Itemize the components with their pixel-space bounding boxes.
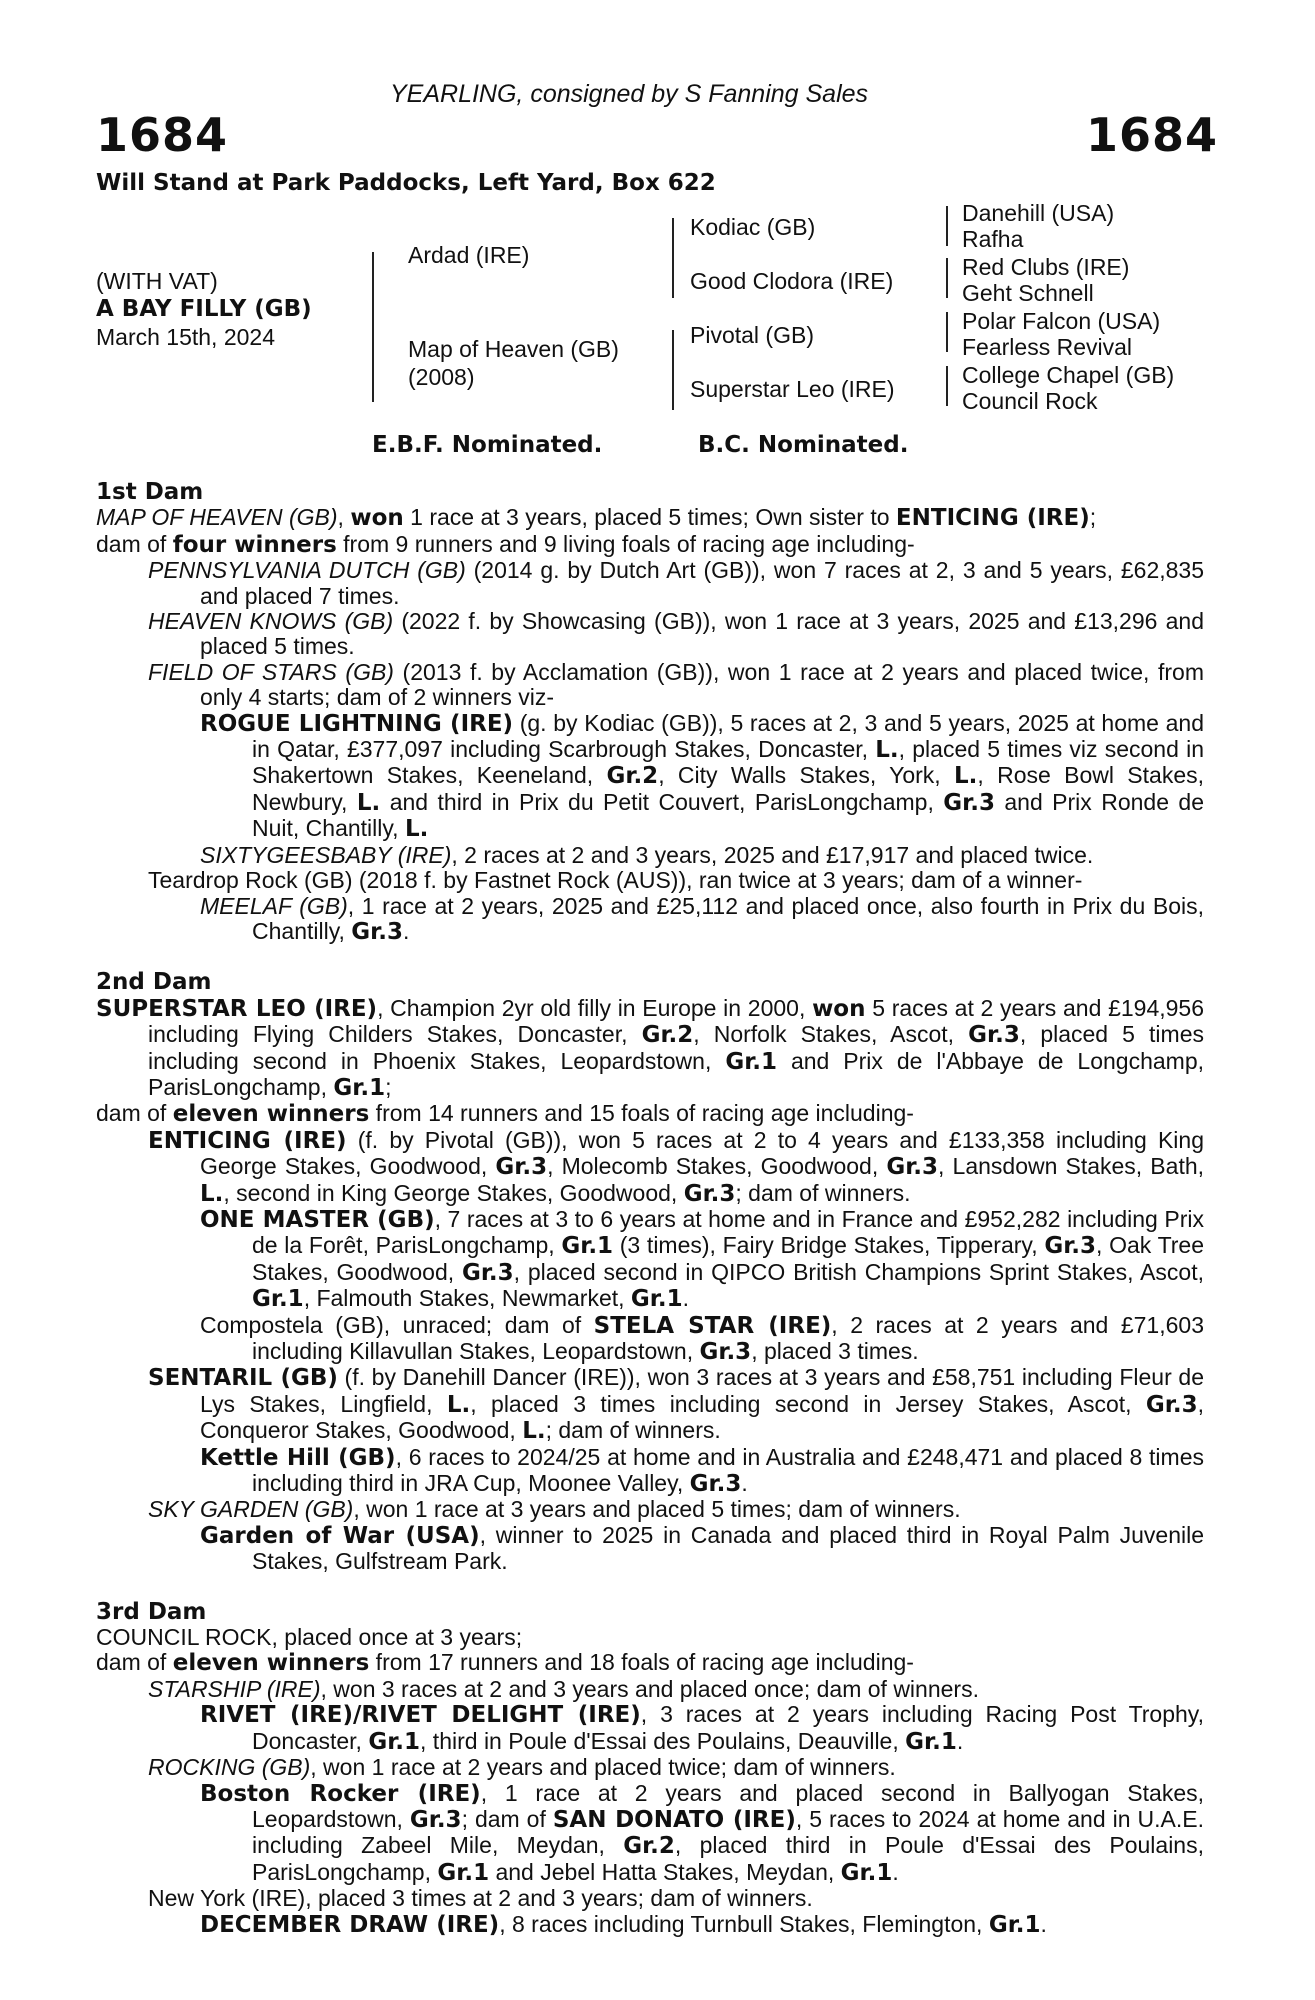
race-grade: Gr.1: [437, 1859, 490, 1886]
race-grade: Gr.3: [495, 1154, 548, 1181]
race-grade: Gr.1: [630, 1286, 683, 1313]
text: .: [1040, 1910, 1047, 1937]
text: 5 races at 2 years and £194,956 including Flying Childers Stakes, Doncaster,: [148, 994, 1204, 1048]
text: , placed 5 times viz second in Shakertown Stakes, Keeneland,: [252, 736, 1204, 789]
text: from 9 runners and 9 living foals of racing age including-: [336, 530, 915, 557]
produce-name: ONE MASTER (GB): [200, 1206, 435, 1233]
race-grade: Gr.1: [333, 1074, 386, 1101]
pedigree-brace-ss: [946, 206, 948, 246]
pedigree-brace-sd: [946, 258, 948, 298]
won-label: won: [812, 995, 866, 1022]
text: (g. by Kodiac (GB)), 5 races at 2, 3 and 5 years, 2025 at home and in Qatar, £377,097 including Scarbrough Stakes, Doncaster,: [252, 709, 1204, 763]
produce-entry: [200, 1912, 1204, 1938]
produce-entry: [200, 1445, 1204, 1498]
won-label: won: [350, 505, 404, 532]
race-grade: L.: [446, 1391, 471, 1418]
text: , Oak Tree Stakes, Goodwood,: [252, 1232, 1205, 1285]
text: from 17 runners and 18 foals of racing age including-: [369, 1649, 914, 1676]
race-grade: Gr.3: [461, 1259, 514, 1286]
produce-entry: [200, 843, 1204, 868]
pedigree-ddd: Council Rock: [962, 388, 1098, 414]
text: , 2 races at 2 and 3 years, 2025 and £17,917 and placed twice.: [451, 841, 1094, 868]
text: , placed 3 times including second in Jersey Stakes, Ascot,: [470, 1390, 1146, 1417]
race-grade: Gr.3: [351, 918, 403, 945]
pedigree-brace-dd: [946, 366, 948, 406]
race-grade: Gr.3: [943, 789, 995, 816]
race-grade: L.: [200, 1180, 224, 1207]
text: (2022 f. by Showcasing (GB)), won 1 race at 3 years, 2025 and £13,296 and placed 5 times.: [200, 608, 1204, 660]
produce-name: RIVET (IRE)/RIVET DELIGHT (IRE): [200, 1702, 641, 1729]
produce-entry: [200, 1781, 1204, 1887]
text: , Lansdown Stakes, Bath,: [938, 1153, 1205, 1180]
text: and Prix de l'Abbaye de Longchamp, ParisLongchamp,: [148, 1047, 1204, 1100]
produce-name: HEAVEN KNOWS (GB): [148, 608, 394, 635]
race-grade: Gr.3: [1044, 1233, 1096, 1260]
pedigree-dds: College Chapel (GB): [962, 362, 1175, 388]
produce-name: STARSHIP (IRE): [148, 1675, 321, 1702]
pedigree-dss: Polar Falcon (USA): [962, 308, 1161, 334]
pedigree-ss: Kodiac (GB): [690, 214, 816, 240]
text: .: [682, 1285, 689, 1312]
text: and Jebel Hatta Stakes, Meydan,: [489, 1858, 841, 1885]
text: dam of: [96, 1649, 173, 1676]
dam-name: MAP OF HEAVEN (GB): [96, 504, 338, 531]
text: , placed second in QIPCO British Champions Sprint Stakes, Ascot,: [513, 1258, 1204, 1285]
text: , City Walls Stakes, York,: [658, 762, 954, 789]
produce-name: Garden of War (USA): [200, 1522, 480, 1549]
text: (f. by Pivotal (GB)), won 5 races at 2 to 4 years and £133,358 including King George Stakes, Goodwood,: [200, 1126, 1204, 1180]
text: , placed third in Poule d'Essai des Poulains, ParisLongchamp,: [252, 1832, 1204, 1885]
pedigree-dd: Superstar Leo (IRE): [690, 376, 895, 402]
text: , Falmouth Stakes, Newmarket,: [303, 1285, 631, 1312]
produce-name: ROGUE LIGHTNING (IRE): [200, 710, 514, 737]
produce-entry: [148, 558, 1204, 609]
text: , won 3 races at 2 and 3 years and placed once; dam of winners.: [320, 1675, 979, 1702]
produce-name: SAN DONATO (IRE): [552, 1806, 796, 1833]
produce-entry: [148, 1128, 1204, 1207]
text: , 6 races to 2024/25 at home and in Australia and £248,471 and placed 8 times including third in JRA Cup, Moonee Valley,: [252, 1443, 1204, 1497]
race-grade: Gr.1: [252, 1286, 304, 1313]
text: , 1 race at 2 years and placed second in Ballyogan Stakes, Leopardstown,: [252, 1779, 1205, 1832]
text: .: [892, 1858, 899, 1885]
race-grade: L.: [356, 789, 381, 816]
horse-dob: March 15th, 2024: [96, 324, 276, 350]
text: (2013 f. by Acclamation (GB)), won 1 race at 2 years and placed twice, from only 4 starts; dam of 2 winners viz-: [200, 658, 1204, 711]
produce-name: Kettle Hill (GB): [200, 1444, 396, 1471]
race-grade: Gr.3: [683, 1180, 736, 1207]
winners-count: four winners: [172, 531, 337, 558]
pedigree-brace-main: [372, 252, 374, 402]
produce-entry: [200, 894, 1204, 946]
race-grade: Gr.1: [840, 1859, 893, 1886]
text: , won 1 race at 2 years and placed twice; dam of winners.: [310, 1754, 896, 1781]
text: Teardrop Rock (GB) (2018 f. by Fastnet Rock (AUS)), ran twice at 3 years; dam of a winner-: [148, 867, 1083, 894]
text: , Molecomb Stakes, Goodwood,: [547, 1153, 887, 1180]
produce-name: SKY GARDEN (GB): [148, 1496, 354, 1523]
produce-entry: [148, 1365, 1204, 1444]
text: (f. by Danehill Dancer (IRE)), won 3 races at 3 years and £58,751 including Fleur de Lys Stakes, Lingfield,: [200, 1364, 1204, 1417]
third-dam-line: COUNCIL ROCK, placed once at 3 years;: [96, 1624, 523, 1651]
pedigree-sdd: Geht Schnell: [962, 280, 1094, 306]
race-grade: Gr.1: [561, 1233, 614, 1260]
text: (3 times), Fairy Bridge Stakes, Tipperary,: [613, 1232, 1045, 1259]
vat-note: (WITH VAT): [96, 268, 218, 294]
text: , Champion 2yr old filly in Europe in 2000,: [377, 994, 813, 1021]
produce-name: DECEMBER DRAW (IRE): [200, 1911, 500, 1938]
race-grade: Gr.2: [623, 1833, 675, 1860]
race-grade: Gr.3: [886, 1154, 939, 1181]
produce-name: ENTICING (IRE): [148, 1127, 347, 1154]
text: Compostela (GB), unraced; dam of: [200, 1311, 594, 1338]
text: , 1 race at 2 years, 2025 and £25,112 and placed once, also fourth in Prix du Bois, Chantilly,: [252, 892, 1204, 944]
text: , Conqueror Stakes, Goodwood,: [200, 1390, 1204, 1444]
text: .: [956, 1727, 964, 1754]
race-grade: Gr.1: [368, 1728, 421, 1755]
race-grade: Gr.3: [1145, 1391, 1198, 1418]
text: 1 race at 3 years, placed 5 times; Own sister to: [403, 504, 896, 531]
text: ; dam of: [461, 1805, 553, 1832]
text: , 5 races to 2024 at home and in U.A.E. including Zabeel Mile, Meydan,: [252, 1805, 1204, 1859]
first-dam-heading: 1st Dam: [96, 479, 204, 505]
horse-name: A BAY FILLY (GB): [96, 296, 312, 322]
pedigree-ds: Pivotal (GB): [690, 322, 814, 348]
text: , second in King George Stakes, Goodwood,: [223, 1179, 684, 1206]
produce-entry: [200, 1702, 1204, 1755]
pedigree-brace-ds: [946, 312, 948, 352]
second-dam-line: [96, 996, 1204, 1102]
text: .: [402, 917, 410, 944]
catalogue-body: [96, 480, 1204, 1938]
produce-entry: [200, 1313, 1204, 1366]
produce-entry: [148, 1677, 1204, 1702]
race-grade: Gr.3: [699, 1339, 752, 1365]
text: ; dam of winners.: [545, 1417, 721, 1444]
produce-name: STELA STAR (IRE): [593, 1312, 832, 1339]
pedigree-dsd: Fearless Revival: [962, 334, 1132, 360]
text: (2014 g. by Dutch Art (GB)), won 7 races at 2, 3 and 5 years, £62,835 and placed 7 times.: [200, 557, 1204, 609]
produce-name: MEELAF (GB): [200, 892, 348, 919]
race-grade: Gr.3: [968, 1022, 1020, 1049]
text: from 14 runners and 15 foals of racing age including-: [369, 1100, 914, 1127]
first-dam-produce-line: [96, 532, 1204, 558]
text: ; dam of winners.: [735, 1179, 911, 1206]
text: and third in Prix du Petit Couvert, ParisLongchamp,: [380, 788, 944, 815]
pedigree-brace-sire: [672, 218, 674, 298]
produce-name: SIXTYGEESBABY (IRE): [200, 841, 452, 868]
race-grade: Gr.1: [988, 1911, 1041, 1938]
pedigree-brace-dam: [672, 330, 674, 410]
second-dam-produce-line: [96, 1101, 1204, 1127]
produce-entry: [148, 1497, 1204, 1522]
race-grade: Gr.3: [689, 1471, 742, 1498]
produce-entry: [200, 1523, 1204, 1575]
race-grade: L.: [875, 737, 899, 764]
text: dam of: [96, 530, 173, 557]
pedigree-dam: Map of Heaven (GB): [408, 336, 619, 362]
pedigree-sds: Red Clubs (IRE): [962, 254, 1130, 280]
text: , third in Poule d'Essai des Poulains, Deauville,: [420, 1727, 906, 1754]
produce-name: SENTARIL (GB): [148, 1365, 338, 1392]
race-grade: Gr.2: [606, 763, 659, 790]
pedigree-ssd: Rafha: [962, 226, 1024, 252]
stand-location: Will Stand at Park Paddocks, Left Yard, Box 622: [96, 170, 716, 196]
produce-entry: [200, 711, 1204, 843]
dam-name: SUPERSTAR LEO (IRE): [96, 995, 378, 1022]
pedigree-sss: Danehill (USA): [962, 200, 1115, 226]
third-dam-produce-line: [96, 1650, 1204, 1676]
pedigree-sd: Good Clodora (IRE): [690, 268, 894, 294]
produce-entry: [148, 1886, 1204, 1911]
text: and Prix Ronde de Nuit, Chantilly,: [252, 788, 1204, 842]
sister-name: ENTICING (IRE): [895, 505, 1090, 532]
ebf-nomination: E.B.F. Nominated.: [372, 432, 603, 458]
race-grade: Gr.1: [725, 1048, 777, 1075]
text: , placed 3 times.: [751, 1338, 919, 1364]
text: , 3 races at 2 years including Racing Post Trophy, Doncaster,: [252, 1701, 1204, 1754]
winners-count: eleven winners: [172, 1650, 370, 1677]
text: , won 1 race at 3 years and placed 5 times; dam of winners.: [353, 1496, 961, 1523]
text: , 8 races including Turnbull Stakes, Flemington,: [499, 1910, 989, 1937]
produce-entry: [200, 1207, 1204, 1313]
produce-name: FIELD OF STARS (GB): [148, 658, 394, 685]
produce-entry: [148, 868, 1204, 893]
race-grade: L.: [954, 763, 978, 790]
produce-name: PENNSYLVANIA DUTCH (GB): [148, 557, 466, 584]
race-grade: Gr.2: [641, 1022, 694, 1049]
bc-nomination: B.C. Nominated.: [698, 432, 909, 458]
race-grade: Gr.3: [409, 1806, 462, 1833]
catalogue-subtitle: YEARLING, consigned by S Fanning Sales: [390, 80, 869, 108]
text: .: [741, 1470, 748, 1497]
lot-number-right: 1684: [1086, 108, 1219, 162]
text: New York (IRE), placed 3 times at 2 and 3 years; dam of winners.: [148, 1885, 813, 1912]
text: dam of: [96, 1100, 173, 1127]
pedigree-sire: Ardad (IRE): [408, 242, 530, 268]
race-grade: Gr.1: [905, 1728, 957, 1755]
text: , Norfolk Stakes, Ascot,: [693, 1021, 969, 1048]
text: , 7 races at 3 to 6 years at home and in France and £952,282 including Prix de la Forêt, ParisLongchamp,: [252, 1205, 1204, 1259]
pedigree-dam-year: (2008): [408, 364, 475, 390]
produce-entry: [148, 609, 1204, 660]
winners-count: eleven winners: [172, 1101, 370, 1128]
produce-name: ROCKING (GB): [148, 1754, 311, 1781]
text: , Rose Bowl Stakes, Newbury,: [252, 762, 1204, 815]
second-dam-heading: 2nd Dam: [96, 969, 212, 996]
third-dam-heading: 3rd Dam: [96, 1598, 207, 1625]
text: , 2 races at 2 years and £71,603 including Killavullan Stakes, Leopardstown,: [252, 1311, 1204, 1364]
text: ;: [1089, 504, 1097, 531]
produce-name: Boston Rocker (IRE): [200, 1780, 481, 1807]
produce-entry: [148, 1755, 1204, 1780]
first-dam-line: MAP OF HEAVEN (GB), won 1 race at 3 years, placed 5 times; Own sister to ENTICING (IRE);: [96, 504, 1097, 532]
text: ;: [385, 1073, 392, 1100]
race-grade: L.: [404, 816, 429, 843]
race-grade: L.: [522, 1418, 546, 1445]
text: , winner to 2025 in Canada and placed third in Royal Palm Juvenile Stakes, Gulfstream Park.: [252, 1521, 1204, 1575]
text: , placed 5 times including second in Phoenix Stakes, Leopardstown,: [148, 1021, 1204, 1074]
lot-number-left: 1684: [96, 108, 229, 162]
produce-entry: [148, 660, 1204, 711]
